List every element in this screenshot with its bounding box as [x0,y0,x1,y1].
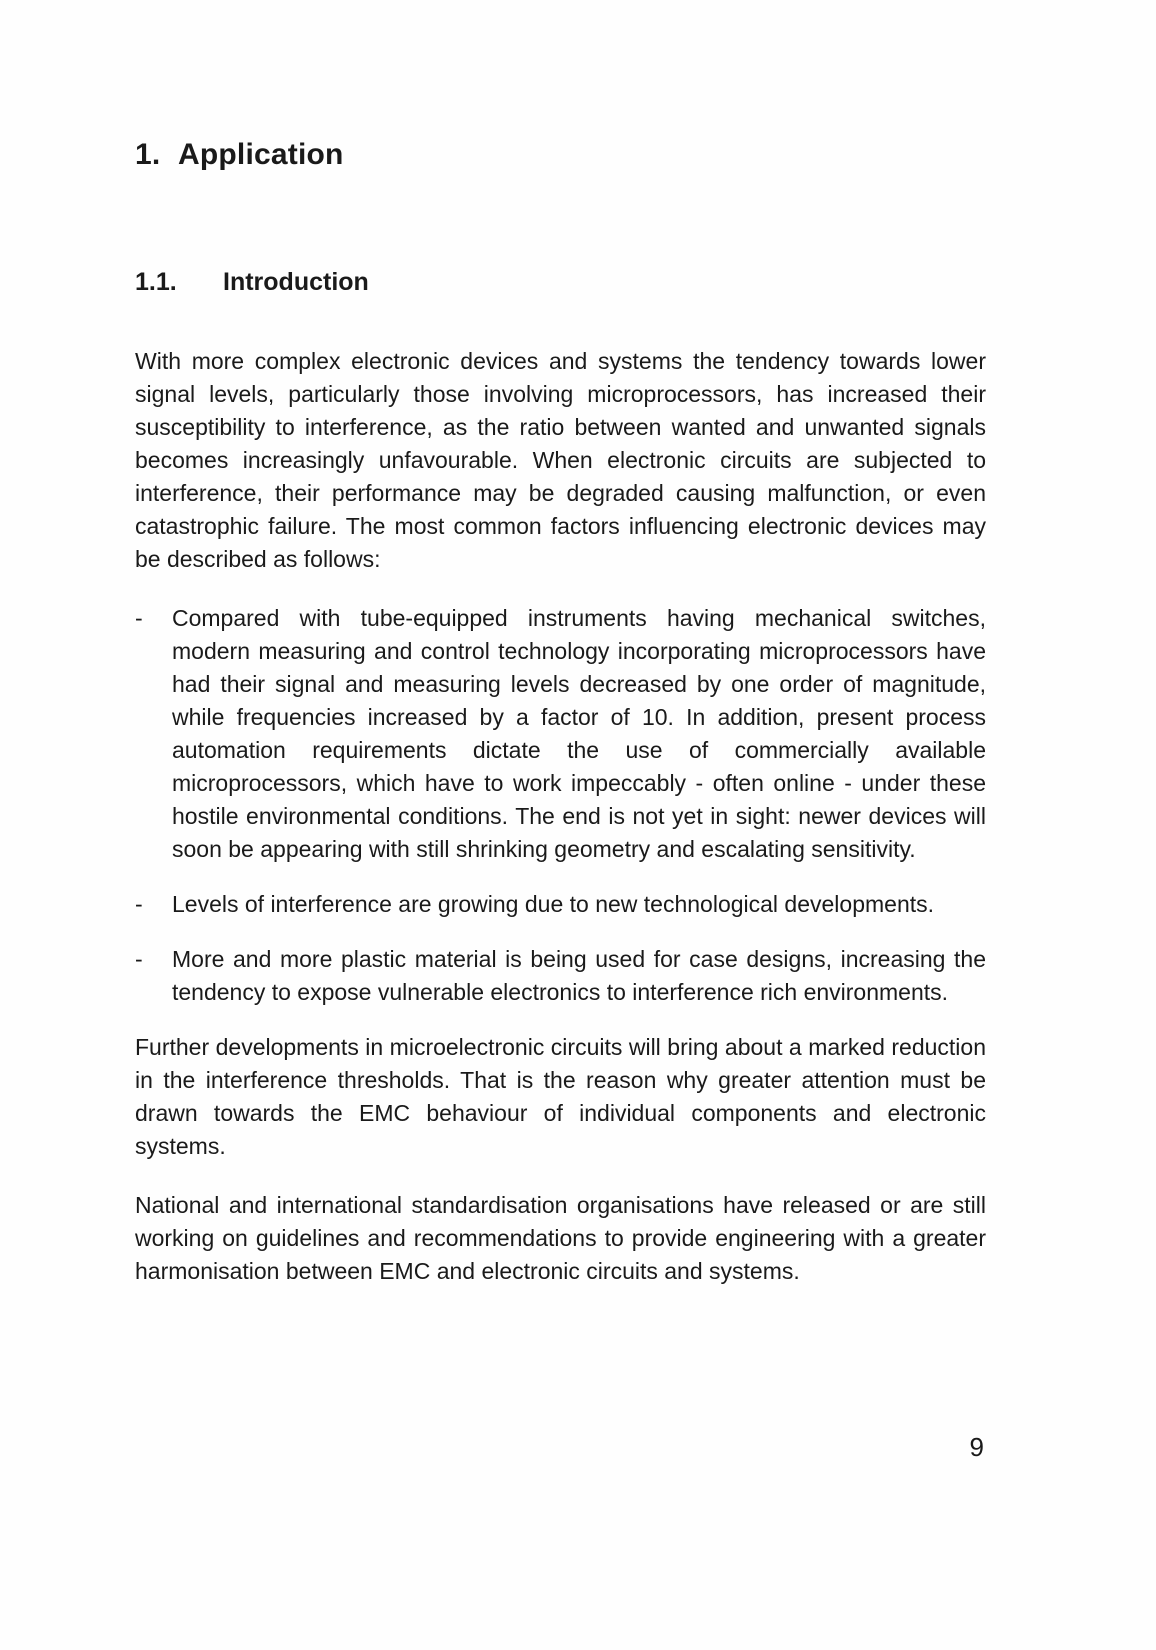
section-title: Application [178,138,344,171]
section-heading [135,138,986,172]
bullet-list [135,602,986,1009]
bullet-marker: - [135,946,143,972]
bullet-text: Compared with tube-equipped instruments having mechanical switches, modern measuring and control technology incorporating microprocessors have had their signal and measuring levels decreased by one order of magnitude, while frequencies increased by a factor of 10. In addition, present process automation requirements dictate the use of commercially available microprocessors, which have to work impeccably - often online - under these hostile environmental conditions. The end is not yet in sight: newer devices will soon be appearing with still shrinking geometry and escalating sensitivity. [172,605,986,862]
bullet-text: More and more plastic material is being used for case designs, increasing the tendency to expose vulnerable electronics to interference rich environments. [172,946,986,1005]
bullet-marker: - [135,891,143,917]
page-number: 9 [969,1432,984,1462]
bullet-item [135,943,986,1009]
further-developments-paragraph: Further developments in microelectronic circuits will bring about a marked reduction in the interference thresholds. That is the reason why greater attention must be drawn towards the EMC behaviour of individual components and electronic systems. [135,1034,986,1159]
page-content [135,138,986,1314]
bullet-text: Levels of interference are growing due to new technological developments. [172,891,935,917]
subsection-title: Introduction [223,268,369,296]
standardisation-paragraph: National and international standardisation organisations have released or are still working on guidelines and recommendations to provide engineering with a greater harmonisation between EMC and electronic circuits and systems. [135,1192,986,1284]
intro-paragraph: With more complex electronic devices and systems the tendency towards lower signal levels, particularly those involving microprocessors, has increased their susceptibility to interference, as the ratio between wanted and unwanted signals becomes increasingly unfavourable. When electronic circuits are subjected to interference, their performance may be degraded causing malfunction, or even catastrophic failure. The most common factors influencing electronic devices may be described as follows: [135,348,986,572]
subsection-number: 1.1. [135,268,177,296]
closing-paragraphs [135,1031,986,1288]
bullet-marker: - [135,605,143,631]
bullet-item [135,888,986,921]
bullet-item [135,602,986,866]
section-number: 1. [135,138,161,171]
subsection-heading [135,268,986,297]
